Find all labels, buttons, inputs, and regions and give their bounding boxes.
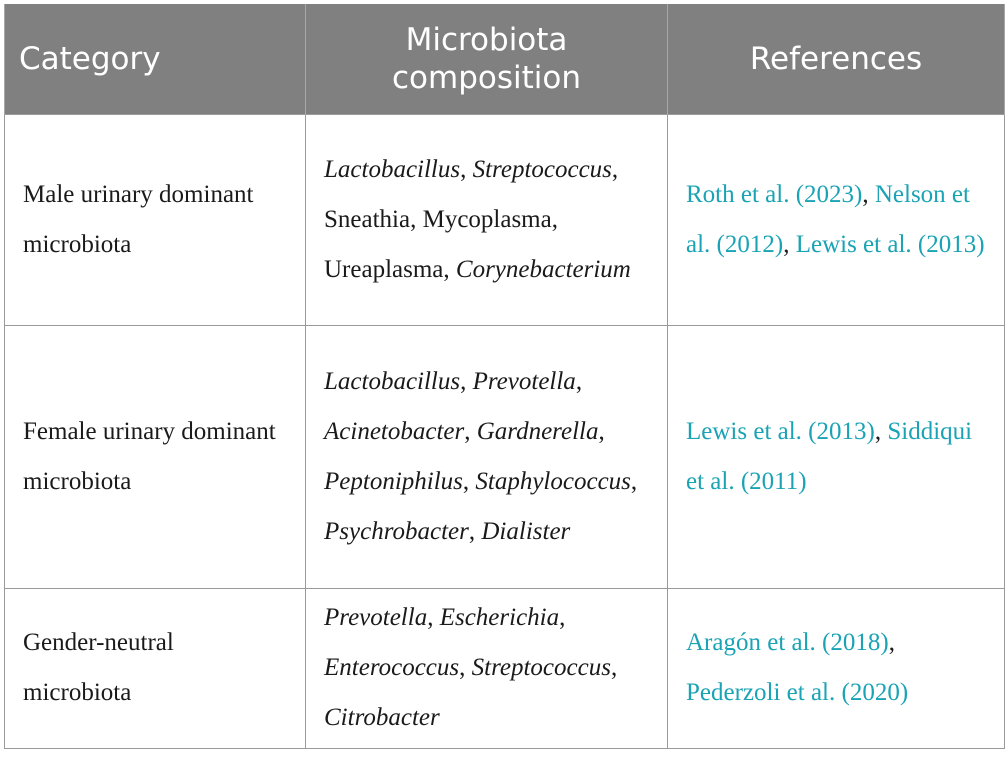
separator-text: , [783,230,796,258]
separator-text: , [468,517,482,545]
separator-text: , [888,629,895,656]
genus-name: Lactobacillus [324,367,461,395]
table-row [5,114,1005,325]
genus-name: Psychrobacter [324,517,469,545]
separator-text: , [575,367,583,395]
genus-name: Streptococcus [472,155,612,183]
genus-name: Prevotella [324,604,428,631]
composition-cell [306,114,668,325]
genus-name: Gardnerella [476,417,599,445]
references-cell [668,588,1005,748]
genus-name: Escherichia [439,604,560,631]
category-cell: Male urinary dominant microbiota [5,114,306,325]
separator-text: , [459,654,472,681]
separator-text: , [874,417,888,445]
reference-link[interactable]: Nelson et al. (2012) [686,180,970,258]
header-row [5,4,1005,114]
composition-cell [306,588,668,748]
reference-link[interactable]: Roth et al. (2023) [686,180,863,208]
separator-text: , [462,467,476,495]
separator-text: , [460,155,473,183]
genus-name: Peptoniphilus [324,467,463,495]
genus-name: Staphylococcus [475,467,631,495]
separator-text: , Sneathia, Mycoplasma, Ureaplasma, [324,155,619,283]
genus-name: Citrobacter [324,704,440,731]
category-cell: Female urinary dominant microbiota [5,325,306,588]
microbiota-table [4,4,1005,749]
genus-name: Lactobacillus [324,155,461,183]
separator-text: , [464,417,477,445]
separator-text: , [559,604,566,631]
separator-text: , [460,367,473,395]
genus-name: Prevotella [472,367,576,395]
separator-text: , [630,467,638,495]
separator-text: , [598,417,605,445]
genus-name: Corynebacterium [455,255,631,283]
references-cell [668,325,1005,588]
separator-text: , [862,180,875,208]
separator-text: , [427,604,440,631]
header-references: References [668,4,1005,114]
table-row [5,325,1005,588]
composition-cell [306,325,668,588]
reference-link[interactable]: Pederzoli et al. (2020) [686,679,909,706]
reference-link[interactable]: Lewis et al. (2013) [686,417,875,445]
category-cell: Gender-neutral microbiota [5,588,306,748]
reference-link[interactable]: Aragón et al. (2018) [686,629,889,656]
genus-name: Streptococcus [471,654,611,681]
genus-name: Enterococcus [324,654,460,681]
separator-text: , [610,654,618,681]
table-row [5,588,1005,748]
genus-name: Acinetobacter [324,417,465,445]
reference-link[interactable]: Siddiqui et al. (2011) [686,417,973,495]
header-category: Category [5,4,306,114]
header-composition: Microbiota composition [306,4,668,114]
genus-name: Dialister [481,517,571,545]
reference-link[interactable]: Lewis et al. (2013) [795,230,985,258]
references-cell [668,114,1005,325]
